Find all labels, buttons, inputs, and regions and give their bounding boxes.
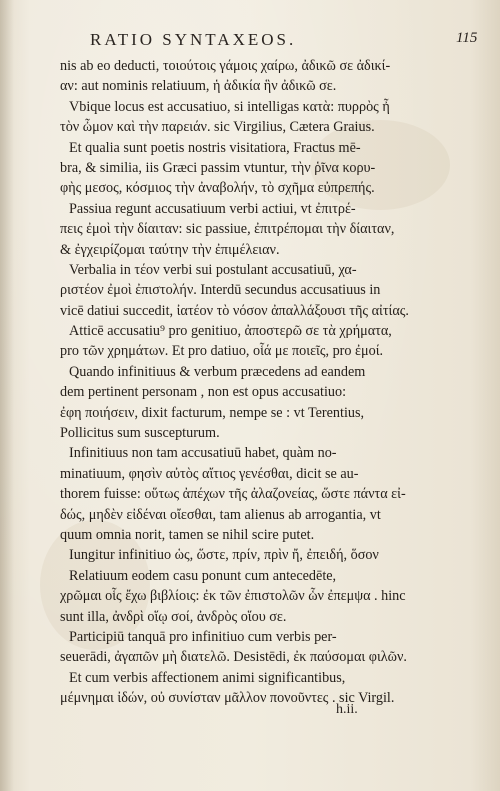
- text-line: τὸν ὦμον καὶ τὴν παρειάν. sic Virgilius, Cætera Graius.: [60, 119, 375, 136]
- text-line: δώς, μηδὲν εἰδέναι οἴεσθαι, tam alienus ab arrogantia, vt: [60, 506, 381, 523]
- running-head: RATIO SYNTAXEOS.: [90, 30, 297, 49]
- page-number: 115: [456, 30, 478, 46]
- text-line: bra, & similia, iis Græci passim vtuntur, τὴν ῥῖνα κορυ-: [60, 159, 376, 176]
- text-line: Passiua regunt accusatiuum verbi actiui, vt ἐπιτρέ-: [69, 200, 356, 217]
- text-line: Et qualia sunt poetis nostris visitatiora, Fractus mē-: [69, 139, 361, 156]
- text-line: πεις ἐμοὶ τὴν δίαιταν: sic passiue, ἐπιτρέπομαι τὴν δίαιταν,: [60, 221, 395, 238]
- text-line: sunt illa, ἀνδρὶ οἵῳ σοί, ἀνδρὸς οἵου σε.: [60, 608, 287, 625]
- text-line: αν: aut nominis relatiuum, ἡ ἀδικία ἣν ἀδικῶ σε.: [60, 78, 337, 95]
- text-line: dem pertinent personam , non est opus accusatiuo:: [60, 384, 347, 401]
- text-line: Et cum verbis affectionem animi significantibus,: [69, 669, 346, 686]
- page-gutter-shadow: [0, 0, 14, 791]
- text-line: Participiū tanquā pro infinitiuo cum verbis per-: [69, 628, 337, 645]
- text-line: & ἐγχειρίζομαι ταύτην τὴν ἐπιμέλειαν.: [60, 241, 280, 258]
- text-line: Iungitur infinitiuo ὡς, ὥστε, πρίν, πρὶν ἤ, ἐπειδή, ὅσον: [69, 547, 379, 564]
- text-line: μέμνημαι ἰδών, οὐ συνίσταν μᾶλλον πονοῦντες . sic Virgil.: [60, 690, 395, 707]
- text-line: χρῶμαι οἷς ἔχω βιβλίοις: ἐκ τῶν ἐπιστολῶν ὧν ἐπεμψα . hinc: [60, 588, 406, 605]
- text-line: φὴς μεσος, κόσμιος τὴν ἀναβολήν, τὸ σχῆμα εὐπρεπής.: [60, 180, 375, 197]
- text-line: Atticē accusatiu⁹ pro genitiuo, ἀποστερῶ σε τὰ χρήματα,: [69, 323, 392, 340]
- text-line: ἐφη ποιήσειν, dixit facturum, nempe se : vt Terentius,: [60, 404, 365, 421]
- text-line: Infinitiuus non tam accusatiuū habet, quàm no-: [69, 445, 337, 462]
- text-line: Quando infinitiuus & verbum præcedens ad eandem: [69, 363, 366, 380]
- text-line: minatiuum, φησὶν αὐτὸς αἴτιος γενέσθαι, dicit se au-: [60, 465, 359, 482]
- text-line: Relatiuum eodem casu ponunt cum antecedēte,: [69, 567, 337, 584]
- text-line: ριστέον ἐμοὶ ἐπιστολήν. Interdū secundus accusatiuus in: [60, 282, 381, 299]
- signature-mark: h.ii.: [336, 702, 358, 717]
- text-line: thorem fuisse: οὕτως ἀπέχων τῆς ἀλαζονείας, ὥστε πάντα εἰ-: [60, 486, 406, 503]
- text-line: vicē datiui succedit, ἰατέον τὸ νόσον ἀπαλλάξουσι τῆς αἰτίας.: [60, 302, 409, 319]
- text-line: quum omnia norit, tamen se nihil scire putet.: [60, 526, 315, 543]
- text-line: pro τῶν χρημάτων. Et pro datiuo, οἷά με ποιεῖς, pro ἐμοί.: [60, 343, 384, 360]
- text-line: Verbalia in τέον verbi sui postulant accusatiuū, χα-: [69, 261, 357, 278]
- body-text: [60, 56, 462, 709]
- text-line: Pollicitus sum suscepturum.: [60, 425, 220, 442]
- text-line: seuerādi, ἀγαπῶν μὴ διατελῶ. Desistēdi, ἐκ παύσομαι φιλῶν.: [60, 649, 407, 666]
- text-line: Vbique locus est accusatiuo, si intelligas κατὰ: πυρρὸς ἦ: [69, 98, 390, 115]
- text-line: nis ab eo deducti, τοιούτοις γάμοις χαίρω, ἀδικῶ σε ἀδικί-: [60, 58, 391, 74]
